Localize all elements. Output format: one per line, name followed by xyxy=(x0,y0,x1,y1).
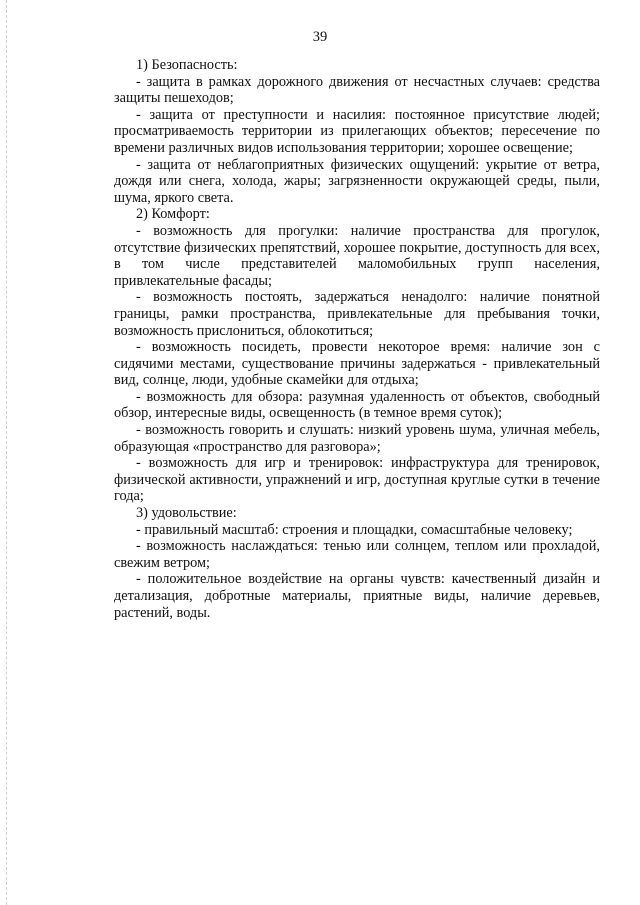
paragraph-senses: - положительное воздействие на органы чувств: качественный дизайн и детализация, добротные материалы, приятные виды, наличие деревьев, растений, воды. xyxy=(114,571,600,621)
paragraph-play-exercise: - возможность для игр и тренировок: инфраструктура для тренировок, физической активности, упражнений и игр, доступная круглые сутки в течение года; xyxy=(114,455,600,505)
paragraph-weather-protection: - защита от неблагоприятных физических ощущений: укрытие от ветра, дождя или снега, холода, жары; загрязненности окружающей среды, пыли, шума, яркого света. xyxy=(114,156,600,206)
document-body xyxy=(114,57,600,621)
binding-edge-line xyxy=(6,0,8,905)
paragraph-standing: - возможность постоять, задержаться ненадолго: наличие понятной границы, рамки пространства, привлекательные для пребывания точки, возможность прислониться, облокотиться; xyxy=(114,289,600,339)
paragraph-traffic-protection: - защита в рамках дорожного движения от несчастных случаев: средства защиты пешеходов; xyxy=(114,73,600,107)
paragraph-walking: - возможность для прогулки: наличие пространства для прогулок, отсутствие физических препятствий, хорошее покрытие, доступность для всех, в том числе представителей маломобильных групп населения, привлекательные фасады; xyxy=(114,222,600,289)
paragraph-crime-protection: - защита от преступности и насилия: постоянное присутствие людей; просматриваемость территории из прилегающих объектов; пересечение по времени различных видов использования территории; хорошее освещение; xyxy=(114,106,600,156)
heading-enjoyment: 3) удовольствие: xyxy=(136,505,237,522)
paragraph-talking: - возможность говорить и слушать: низкий уровень шума, уличная мебель, образующая «пространство для разговора»; xyxy=(114,422,600,455)
heading-comfort: 2) Комфорт: xyxy=(136,206,210,223)
paragraph-sitting: - возможность посидеть, провести некоторое время: наличие зон с сидячими местами, существование причины задержаться - привлекательный вид, солнце, люди, удобные скамейки для отдыха; xyxy=(114,339,600,389)
paragraph-viewing: - возможность для обзора: разумная удаленность от объектов, свободный обзор, интересные виды, освещенность (в темное время суток); xyxy=(114,388,600,422)
paragraph-enjoy-climate: - возможность наслаждаться: тенью или солнцем, теплом или прохладой, свежим ветром; xyxy=(114,538,600,571)
page-number: 39 xyxy=(312,29,328,45)
heading-safety: 1) Безопасность: xyxy=(136,57,238,73)
paragraph-scale: - правильный масштаб: строения и площадки, сомасштабные человеку; xyxy=(136,521,573,538)
